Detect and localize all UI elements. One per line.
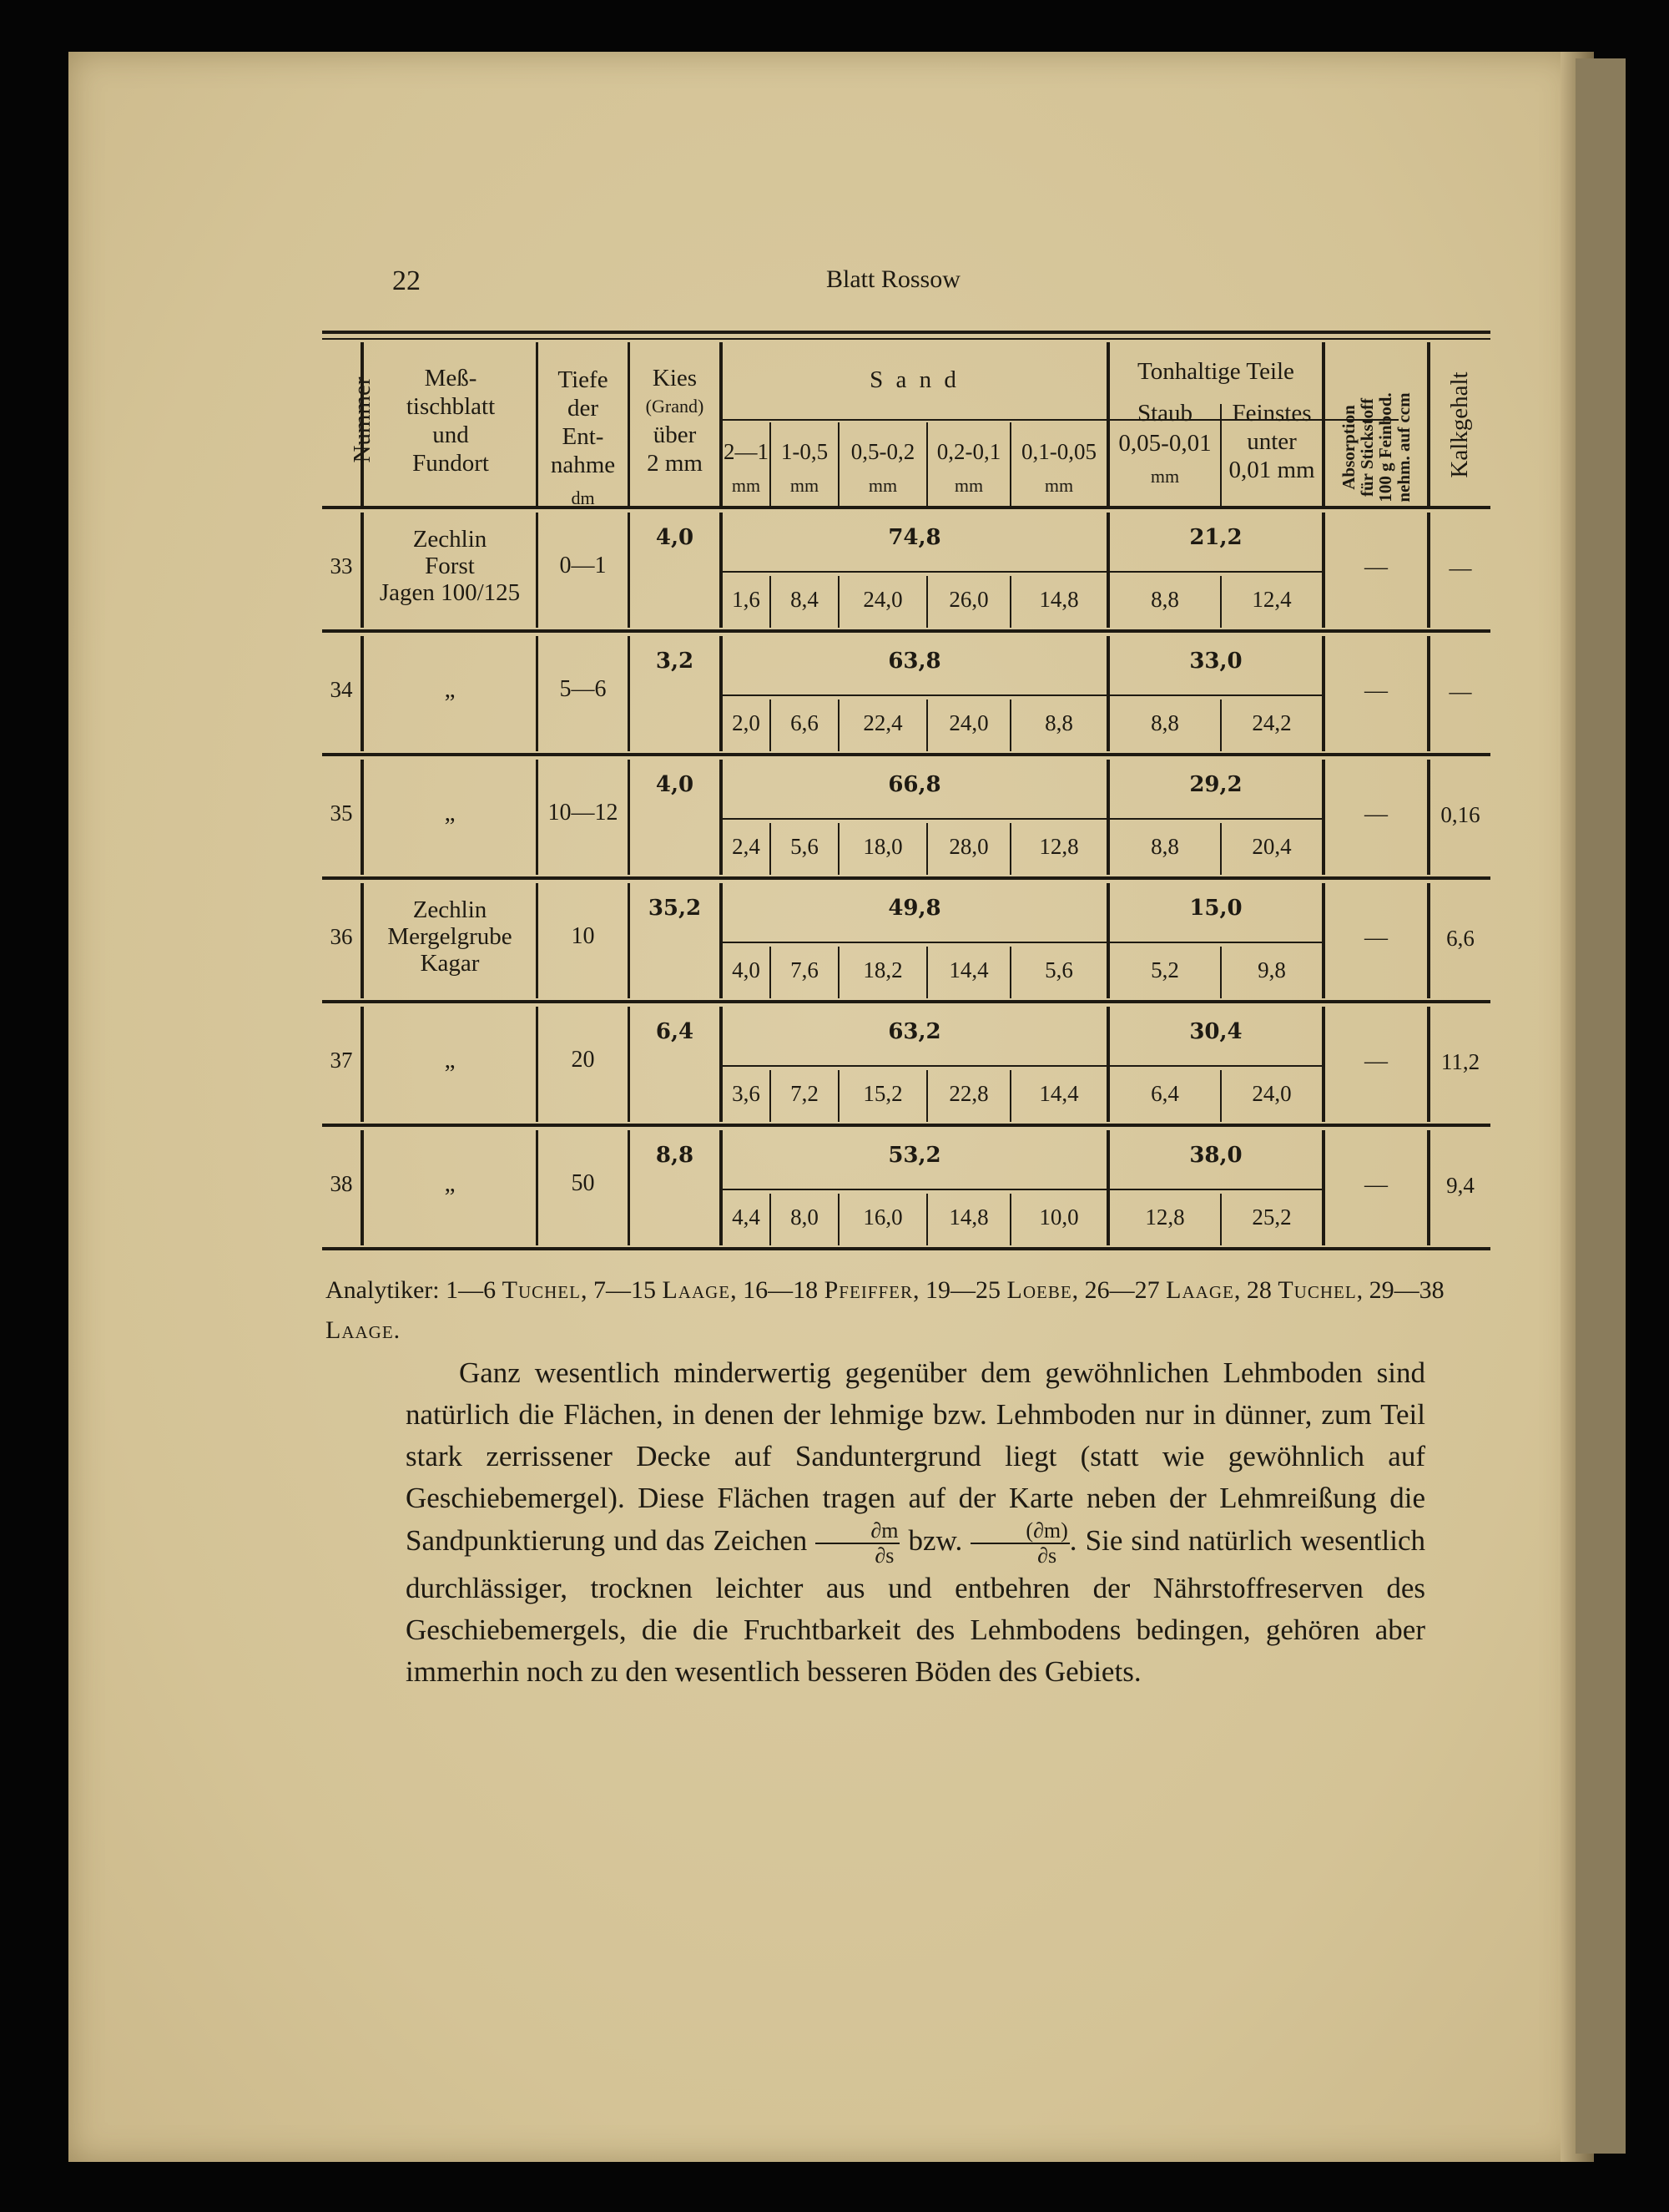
row-sand-value: 4,0 <box>732 957 760 982</box>
row-sand-total: 63,8 <box>888 649 941 674</box>
header-sand: S a n d <box>870 366 960 393</box>
row-sand-value: 12,8 <box>1039 834 1079 859</box>
header-staub: Staub 0,05-0,01 mm <box>1118 400 1212 487</box>
fraction-dm-ds: $\frac{\partial m}{\partial s}$ <box>815 1519 900 1568</box>
unit-mm: mm <box>731 475 761 496</box>
row-absorption: — <box>1364 925 1388 951</box>
row-tiefe: 10—12 <box>547 800 618 826</box>
running-title: Blatt Rossow <box>826 265 961 293</box>
header-sand-sub: 0,5-0,2 <box>850 439 915 464</box>
row-kalk: — <box>1449 555 1472 580</box>
row-ton-value: 12,4 <box>1252 587 1292 612</box>
header-kies: Kies (Grand) über 2 mm <box>645 365 704 477</box>
row-sand-value: 8,0 <box>790 1204 819 1230</box>
row-ton-value: 5,2 <box>1151 957 1179 982</box>
row-ton-total: 21,2 <box>1189 525 1243 550</box>
unit-mm: mm <box>868 475 898 496</box>
row-sand-value: 8,4 <box>790 587 819 612</box>
row-sand-value: 6,6 <box>790 710 819 735</box>
row-sand-value: 24,0 <box>863 587 903 612</box>
row-sand-value: 8,8 <box>1045 710 1073 735</box>
row-sand-value: 22,8 <box>949 1081 989 1106</box>
row-sand-value: 4,4 <box>732 1204 760 1230</box>
row-sand-value: 18,0 <box>863 834 903 859</box>
row-ton-value: 6,4 <box>1151 1081 1179 1106</box>
header-sand-sub: 1-0,5 <box>780 439 829 464</box>
row-ton-value: 12,8 <box>1145 1204 1185 1230</box>
row-sand-value: 5,6 <box>790 834 819 859</box>
row-nummer: 33 <box>330 553 353 578</box>
row-absorption: — <box>1364 1048 1388 1074</box>
table-rule <box>721 1189 1322 1190</box>
table-rule <box>322 876 1490 880</box>
row-sand-value: 18,2 <box>863 957 903 982</box>
table-rule <box>322 1124 1490 1127</box>
row-kies: 4,0 <box>655 525 694 550</box>
row-sand-total: 49,8 <box>888 896 941 921</box>
row-ton-value: 24,0 <box>1252 1081 1292 1106</box>
row-sand-value: 22,4 <box>863 710 903 735</box>
row-fundort: Zechlin Mergelgrube Kagar <box>387 896 512 977</box>
row-ton-value: 20,4 <box>1252 834 1292 859</box>
body-paragraph: Ganz wesentlich minderwertig gegenüber dem gewöhnlichen Lehmboden sind natürlich die Flächen, in denen der lehmige bzw. Lehmboden nur in dünner, zum Teil stark zerrissener Decke auf Sanduntergrund liegt (statt wie gewöhnlich auf Geschiebemergel). Diese Flächen tragen auf der Karte neben der Lehmreißung die Sandpunktierung und das Zeichen $\frac{\partial m}{\partial s}$ bzw. $\frac{(\partial m)}{\partial s}$ . Sie sind natürlich wesentlich durchlässiger, trocknen leichter aus und entbehren der Nährstoffreserven des Geschiebemergels, die die Fruchtbarkeit des Lehmbodens bedingen, gehören aber immerhin noch zu den wesentlich besseren Böden des Gebiets. <box>406 1356 1426 1688</box>
row-sand-value: 14,4 <box>949 957 989 982</box>
table-rule <box>721 571 1322 573</box>
row-absorption: — <box>1364 801 1388 827</box>
row-tiefe: 50 <box>571 1170 595 1196</box>
row-sand-value: 2,0 <box>732 710 760 735</box>
row-sand-value: 14,8 <box>949 1204 989 1230</box>
row-nummer: 35 <box>330 800 353 826</box>
header-absorption: Absorption für Stickstoff 100 g Feinbod. nehm. auf ccm <box>1339 392 1414 502</box>
table-rule <box>322 1247 1490 1250</box>
row-kies: 35,2 <box>648 896 702 921</box>
row-nummer: 36 <box>330 924 353 949</box>
row-fundort: Zechlin Forst Jagen 100/125 <box>379 526 521 606</box>
row-sand-value: 5,6 <box>1045 957 1073 982</box>
header-tonhaltige: Tonhaltige Teile <box>1137 358 1294 385</box>
unit-mm: mm <box>789 475 819 496</box>
row-sand-value: 14,8 <box>1039 587 1079 612</box>
row-kalk: 6,6 <box>1446 926 1475 951</box>
analysts-footnote: Analytiker: 1—6 Tuchel, 7—15 Laage, 16—18 Pfeiffer, 19—25 Loebe, 26—27 Laage, 28 Tuchel, 29—38 Laage. <box>325 1276 1445 1344</box>
row-ton-total: 33,0 <box>1189 649 1243 674</box>
row-ton-total: 30,4 <box>1189 1019 1243 1044</box>
row-sand-value: 10,0 <box>1039 1204 1079 1230</box>
row-kalk: 9,4 <box>1446 1173 1475 1198</box>
row-tiefe: 20 <box>571 1047 595 1073</box>
row-ton-value: 8,8 <box>1151 710 1179 735</box>
row-absorption: — <box>1364 554 1388 580</box>
row-ton-total: 38,0 <box>1189 1143 1243 1168</box>
row-fundort: „ <box>444 1170 456 1197</box>
row-absorption: — <box>1364 678 1388 704</box>
row-fundort: „ <box>444 676 456 703</box>
row-ton-value: 8,8 <box>1151 834 1179 859</box>
row-sand-value: 26,0 <box>949 587 989 612</box>
row-ton-value: 9,8 <box>1258 957 1286 982</box>
row-kies: 6,4 <box>655 1019 694 1044</box>
row-sand-total: 66,8 <box>888 772 941 797</box>
table-rule <box>721 818 1322 820</box>
row-tiefe: 0—1 <box>559 553 607 578</box>
row-nummer: 34 <box>330 677 353 702</box>
table-rule <box>721 1065 1322 1067</box>
row-kalk: — <box>1449 679 1472 704</box>
row-ton-value: 24,2 <box>1252 710 1292 735</box>
header-kalkgehalt: Kalkgehalt <box>1446 371 1473 478</box>
row-fundort: „ <box>444 800 456 826</box>
row-kies: 4,0 <box>655 772 694 797</box>
unit-mm: mm <box>1044 475 1074 496</box>
table-rule <box>721 694 1322 696</box>
table-rule <box>322 629 1490 633</box>
unit-mm: mm <box>954 475 984 496</box>
row-kalk: 11,2 <box>1440 1049 1480 1074</box>
row-sand-value: 28,0 <box>949 834 989 859</box>
row-sand-total: 74,8 <box>888 525 941 550</box>
header-messtischblatt: Meß- tischblatt und Fundort <box>406 365 496 477</box>
row-sand-value: 3,6 <box>732 1081 760 1106</box>
row-absorption: — <box>1364 1172 1388 1198</box>
row-ton-total: 15,0 <box>1189 896 1243 921</box>
row-kalk: 0,16 <box>1440 802 1480 827</box>
row-ton-total: 29,2 <box>1189 772 1243 797</box>
header-sand-sub: 2—1 <box>724 439 769 464</box>
row-sand-total: 53,2 <box>888 1143 941 1168</box>
header-sand-sub: 0,1-0,05 <box>1021 439 1097 464</box>
row-sand-value: 7,2 <box>790 1081 819 1106</box>
row-kies: 8,8 <box>655 1143 694 1168</box>
table-rule <box>721 942 1322 943</box>
row-sand-total: 63,2 <box>888 1019 941 1044</box>
row-tiefe: 10 <box>571 923 595 949</box>
soil-analysis-table <box>322 331 1490 1265</box>
header-sand-sub: 0,2-0,1 <box>936 439 1001 464</box>
fraction-dm-ds-paren: $\frac{(\partial m)}{\partial s}$ <box>971 1519 1069 1568</box>
row-ton-value: 25,2 <box>1252 1204 1292 1230</box>
table-rule <box>322 753 1490 756</box>
header-nummer: Nummer <box>349 376 376 463</box>
row-sand-value: 14,4 <box>1039 1081 1079 1106</box>
row-kies: 3,2 <box>655 649 694 674</box>
next-page-strip <box>1576 58 1626 2154</box>
row-sand-value: 16,0 <box>863 1204 903 1230</box>
row-fundort: „ <box>444 1047 456 1073</box>
header-tiefe: Tiefe der Ent- nahme dm <box>550 366 616 508</box>
row-sand-value: 2,4 <box>732 834 760 859</box>
table-rule <box>322 1000 1490 1003</box>
row-sand-value: 24,0 <box>949 710 989 735</box>
row-sand-value: 7,6 <box>790 957 819 982</box>
row-nummer: 38 <box>330 1171 353 1196</box>
row-tiefe: 5—6 <box>559 676 607 702</box>
row-nummer: 37 <box>330 1048 353 1073</box>
row-sand-value: 1,6 <box>732 587 760 612</box>
header-feinstes: Feinstes unter 0,01 mm <box>1228 400 1315 483</box>
row-ton-value: 8,8 <box>1151 587 1179 612</box>
row-sand-value: 15,2 <box>863 1081 903 1106</box>
page-number: 22 <box>392 265 421 296</box>
